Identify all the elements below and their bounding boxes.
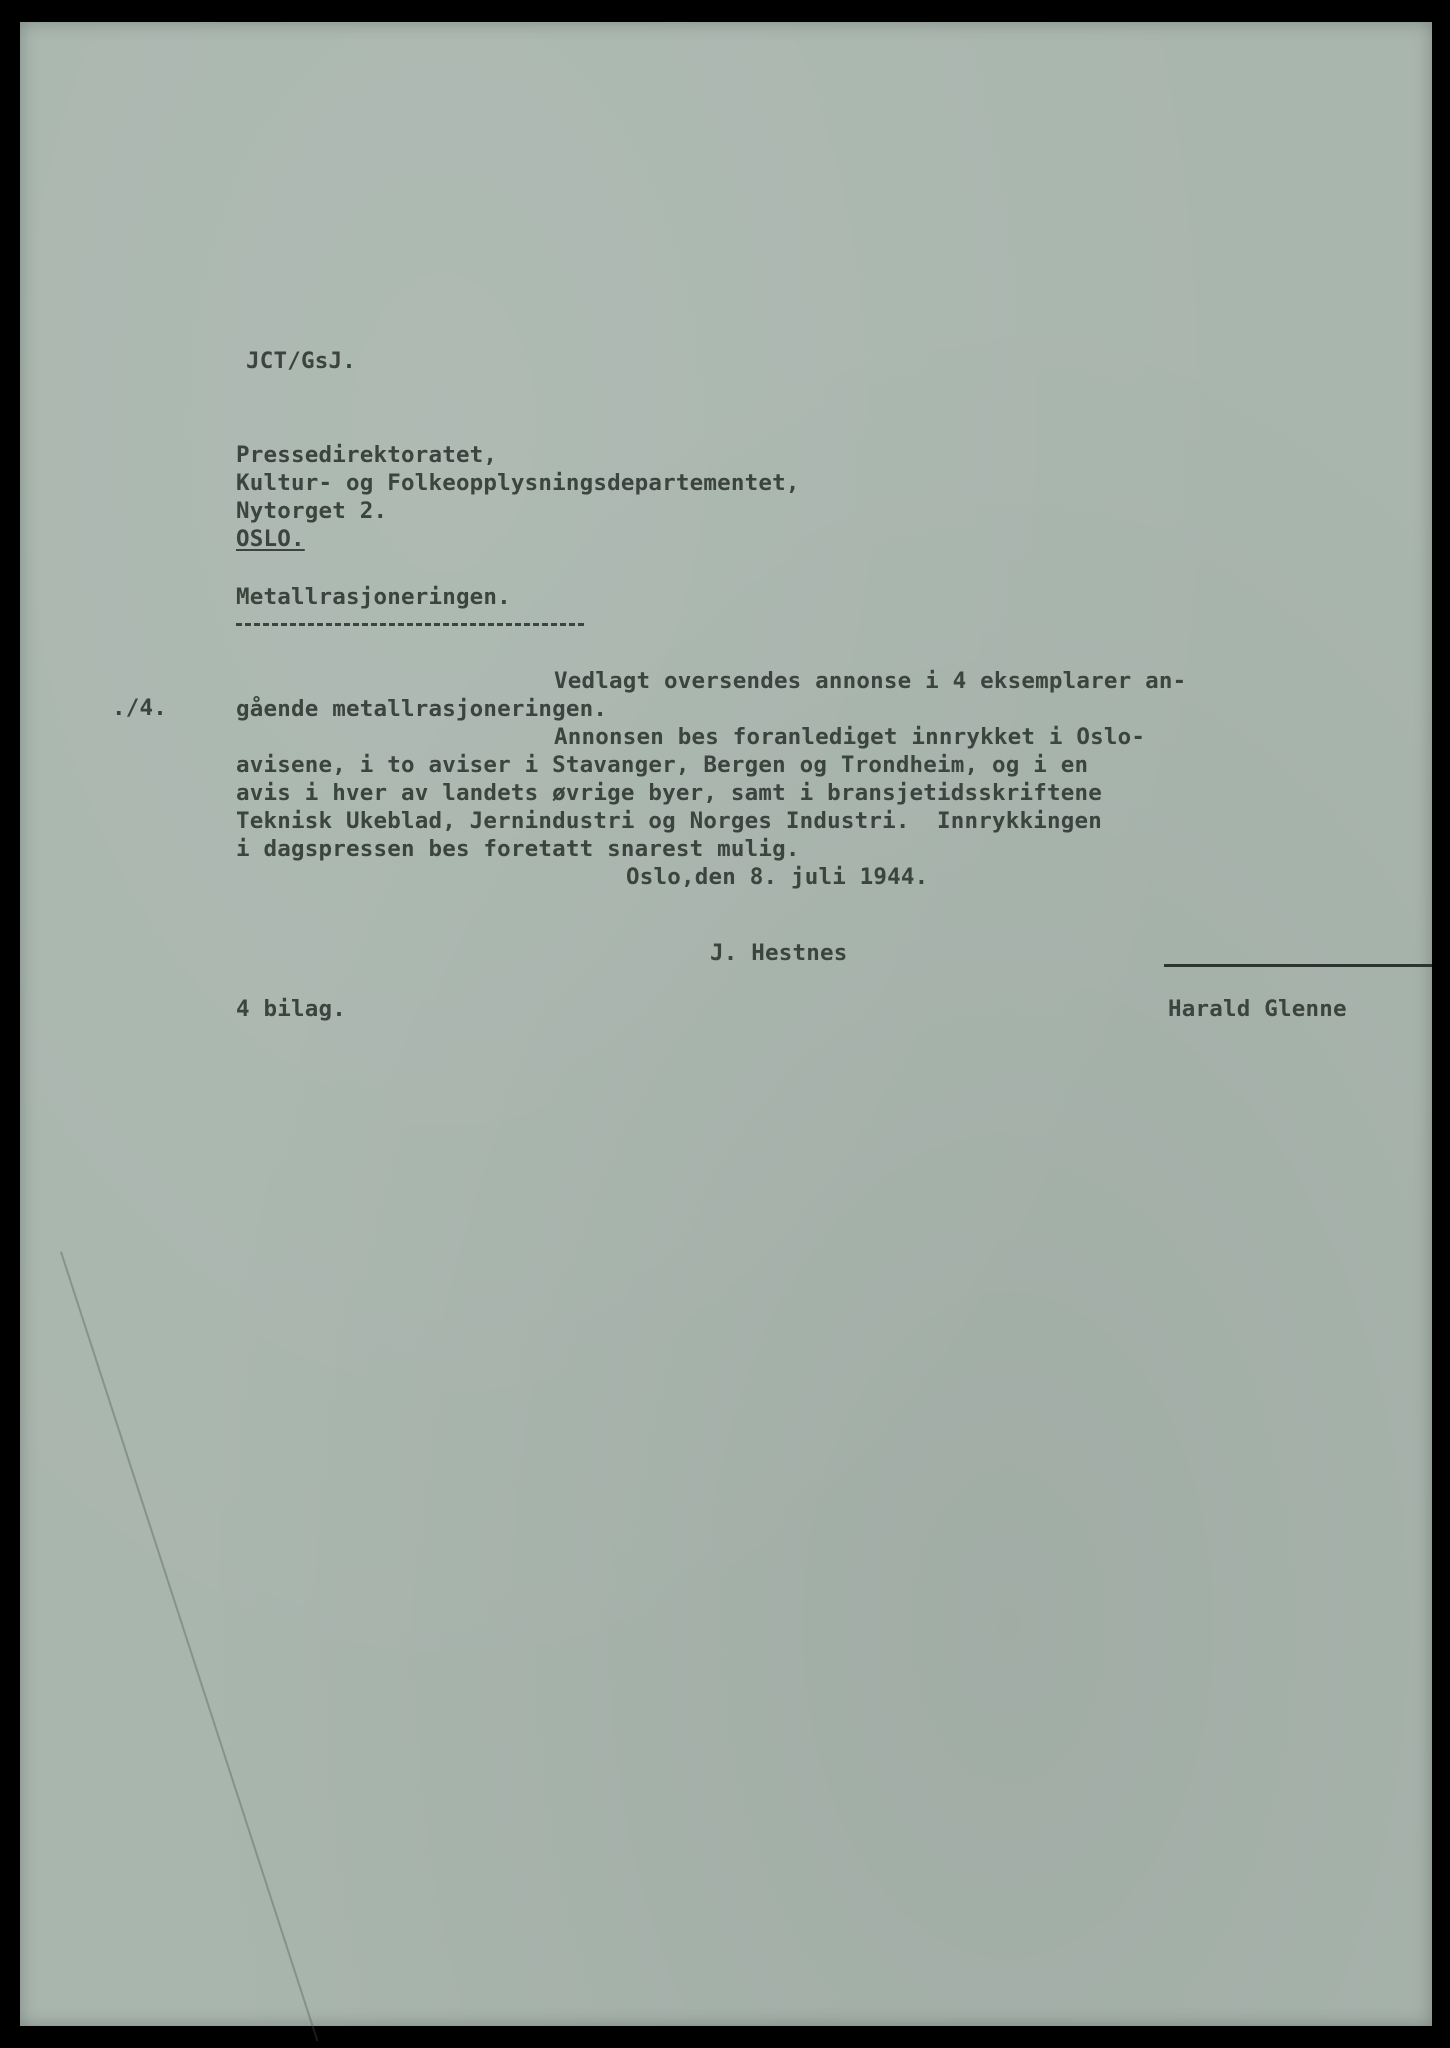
recipient-line-1: Pressedirektoratet, — [236, 442, 498, 468]
place-date: Oslo,den 8. juli 1944. — [626, 864, 929, 890]
body-p2-line-1: Annonsen bes foranlediget innrykket i Oslo- — [554, 724, 1146, 750]
body-p2-line-3: avis i hver av landets øvrige byer, samt i bransjetidsskriftene — [236, 780, 1103, 806]
recipient-line-2: Kultur- og Folkeopplysningsdepartementet, — [236, 470, 800, 496]
subject-underline — [236, 623, 584, 626]
signatory-2: Harald Glenne — [1168, 996, 1347, 1022]
recipient-line-4: OSLO. — [236, 526, 305, 552]
margin-note: ./4. — [112, 695, 167, 721]
body-p2-line-4: Teknisk Ukeblad, Jernindustri og Norges Industri. Innrykkingen — [236, 808, 1103, 834]
body-p1-line-2: gående metallrasjoneringen. — [236, 696, 608, 722]
signature-line — [1164, 964, 1432, 967]
body-p2-line-2: avisene, i to aviser i Stavanger, Bergen og Trondheim, og i en — [236, 752, 1089, 778]
reference-code: JCT/GsJ. — [246, 348, 356, 374]
document-page — [20, 22, 1432, 2026]
enclosures-note: 4 bilag. — [236, 996, 346, 1022]
recipient-line-3: Nytorget 2. — [236, 498, 388, 524]
subject-line: Metallrasjoneringen. — [236, 584, 511, 610]
body-p2-line-5: i dagspressen bes foretatt snarest mulig. — [236, 836, 800, 862]
paper-crease — [60, 1251, 318, 2041]
body-p1-line-1: Vedlagt oversendes annonse i 4 eksemplarer an- — [554, 668, 1187, 694]
signatory-1: J. Hestnes — [710, 940, 848, 966]
